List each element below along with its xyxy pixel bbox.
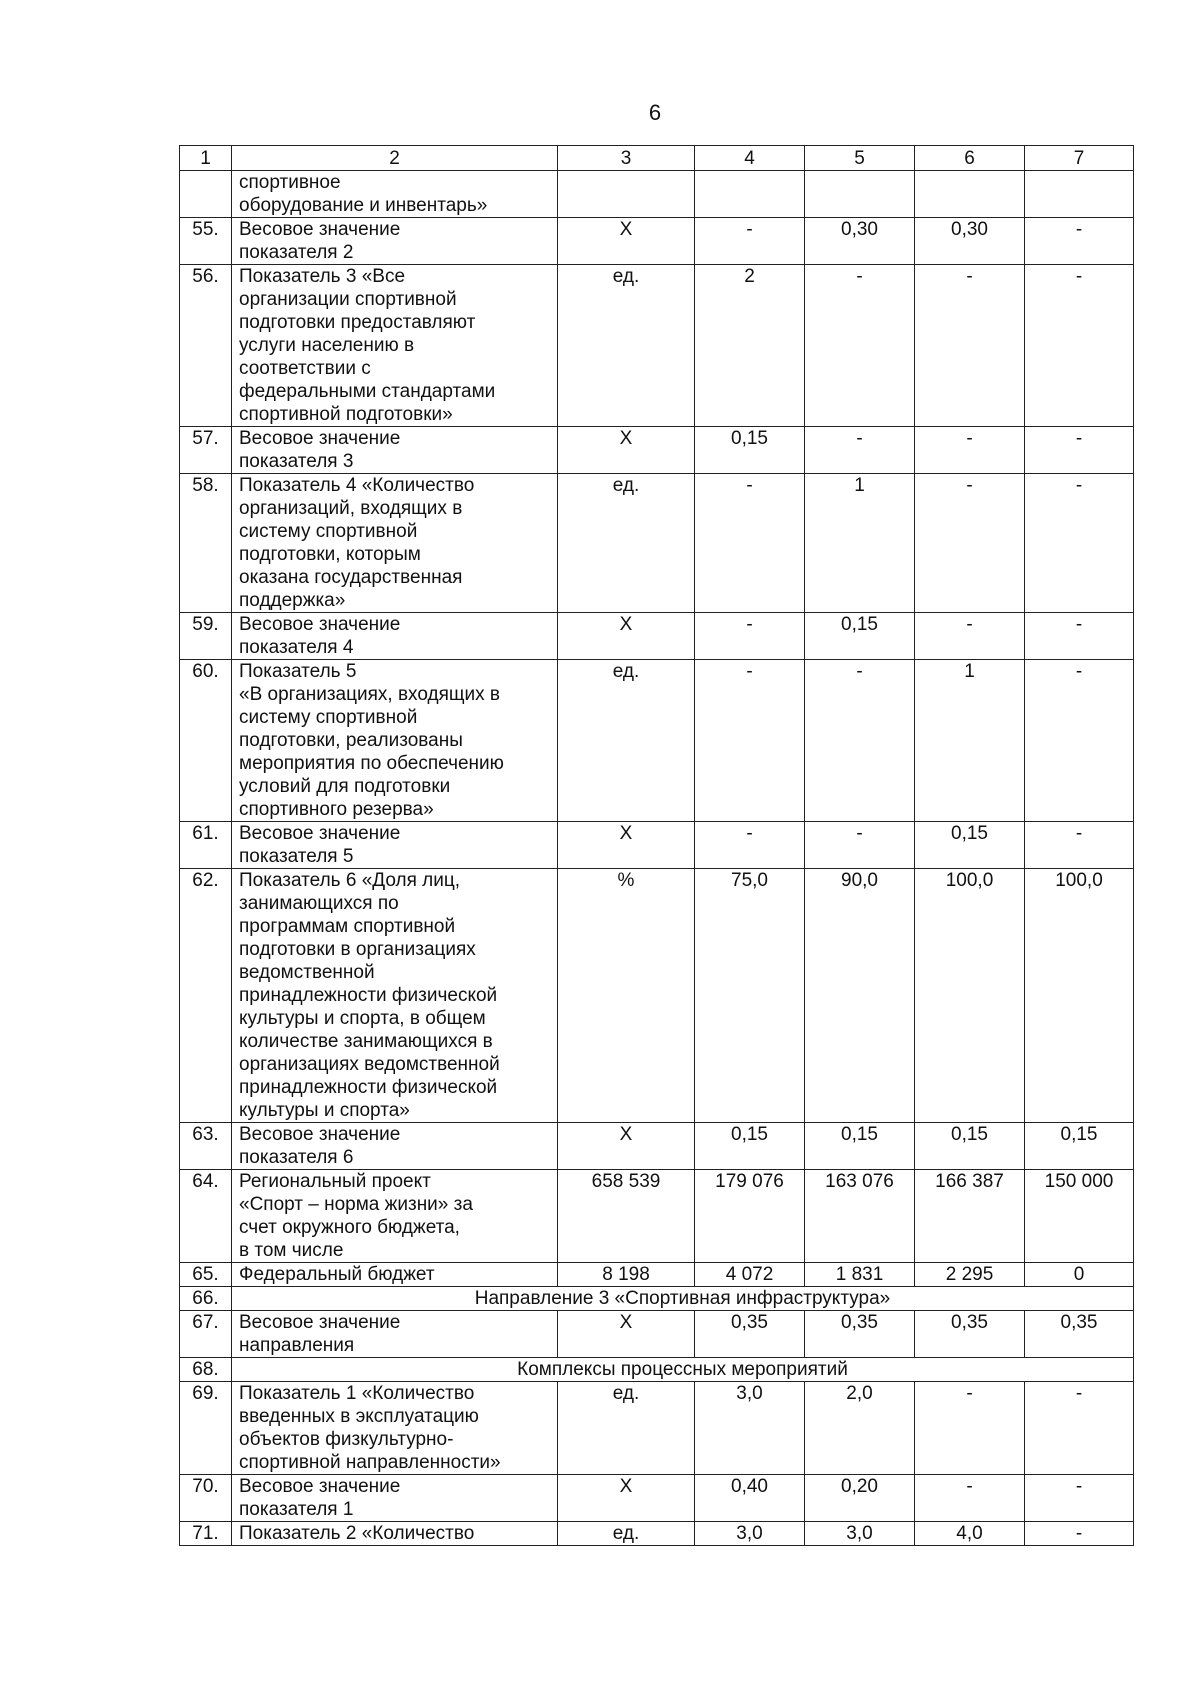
row-number: 64.: [180, 1170, 232, 1263]
column-header: 4: [695, 146, 805, 171]
section-heading: Комплексы процессных мероприятий: [232, 1358, 1134, 1382]
table-row: [180, 1311, 1134, 1358]
indicator-name: Показатель 2 «Количество: [232, 1522, 558, 1546]
unit-cell: ед.: [558, 1382, 695, 1475]
value-cell: -: [915, 427, 1025, 474]
value-cell: 3,0: [805, 1522, 915, 1546]
unit-cell: Х: [558, 1123, 695, 1170]
value-cell: 166 387: [915, 1170, 1025, 1263]
table-row: [180, 1522, 1134, 1546]
value-cell: 0,15: [695, 1123, 805, 1170]
row-number: 60.: [180, 660, 232, 822]
indicator-name: Весовое значение показателя 6: [232, 1123, 558, 1170]
value-cell: 150 000: [1025, 1170, 1134, 1263]
indicator-name: спортивное оборудование и инвентарь»: [232, 171, 558, 218]
value-cell: -: [805, 660, 915, 822]
value-cell: -: [695, 613, 805, 660]
column-header: 2: [232, 146, 558, 171]
indicators-table: [179, 145, 1134, 1546]
row-number: 68.: [180, 1358, 232, 1382]
value-cell: -: [915, 1475, 1025, 1522]
value-cell: 75,0: [695, 869, 805, 1123]
table-row: [180, 474, 1134, 613]
row-number: 58.: [180, 474, 232, 613]
unit-cell: ед.: [558, 474, 695, 613]
row-number: 55.: [180, 218, 232, 265]
indicator-name: Весовое значение показателя 4: [232, 613, 558, 660]
table-row: [180, 613, 1134, 660]
table-row: [180, 1358, 1134, 1382]
unit-cell: ед.: [558, 1522, 695, 1546]
column-header: 1: [180, 146, 232, 171]
row-number: 65.: [180, 1263, 232, 1287]
unit-cell: Х: [558, 1475, 695, 1522]
value-cell: -: [1025, 1475, 1134, 1522]
value-cell: -: [1025, 474, 1134, 613]
table-row: [180, 1170, 1134, 1263]
unit-cell: ед.: [558, 660, 695, 822]
value-cell: [1025, 171, 1134, 218]
value-cell: -: [1025, 1382, 1134, 1475]
value-cell: -: [1025, 265, 1134, 427]
value-cell: [805, 171, 915, 218]
value-cell: -: [1025, 822, 1134, 869]
table-row: [180, 218, 1134, 265]
value-cell: -: [1025, 427, 1134, 474]
row-number: 66.: [180, 1287, 232, 1311]
column-header: 6: [915, 146, 1025, 171]
column-header: 5: [805, 146, 915, 171]
row-number: 70.: [180, 1475, 232, 1522]
table-row: [180, 427, 1134, 474]
table-row: [180, 1382, 1134, 1475]
indicator-name: Показатель 3 «Все организации спортивной подготовки предоставляют услуги населению в соответствии с федеральными стандартами спортивной подготовки»: [232, 265, 558, 427]
column-header: 3: [558, 146, 695, 171]
indicator-name: Федеральный бюджет: [232, 1263, 558, 1287]
unit-cell: ед.: [558, 265, 695, 427]
unit-cell: [558, 171, 695, 218]
unit-cell: 658 539: [558, 1170, 695, 1263]
value-cell: 1 831: [805, 1263, 915, 1287]
table-row: [180, 265, 1134, 427]
indicator-name: Весовое значение показателя 3: [232, 427, 558, 474]
value-cell: 0,15: [915, 822, 1025, 869]
value-cell: 0,35: [805, 1311, 915, 1358]
table-row: [180, 1123, 1134, 1170]
value-cell: [915, 171, 1025, 218]
indicator-name: Показатель 4 «Количество организаций, входящих в систему спортивной подготовки, которым оказана государственная поддержка»: [232, 474, 558, 613]
value-cell: 0,15: [915, 1123, 1025, 1170]
value-cell: 0,20: [805, 1475, 915, 1522]
value-cell: -: [915, 1382, 1025, 1475]
value-cell: -: [695, 474, 805, 613]
unit-cell: Х: [558, 1311, 695, 1358]
value-cell: 2,0: [805, 1382, 915, 1475]
row-number: 67.: [180, 1311, 232, 1358]
indicator-name: Весовое значение направления: [232, 1311, 558, 1358]
value-cell: 100,0: [915, 869, 1025, 1123]
indicator-name: Весовое значение показателя 1: [232, 1475, 558, 1522]
unit-cell: Х: [558, 822, 695, 869]
value-cell: -: [1025, 660, 1134, 822]
value-cell: 1: [915, 660, 1025, 822]
value-cell: 0,30: [915, 218, 1025, 265]
value-cell: -: [805, 822, 915, 869]
value-cell: 3,0: [695, 1382, 805, 1475]
value-cell: -: [805, 265, 915, 427]
indicator-name: Весовое значение показателя 2: [232, 218, 558, 265]
value-cell: 0,15: [805, 1123, 915, 1170]
table-row: [180, 1287, 1134, 1311]
table-row: [180, 1475, 1134, 1522]
value-cell: 90,0: [805, 869, 915, 1123]
table-row: [180, 822, 1134, 869]
value-cell: -: [915, 474, 1025, 613]
value-cell: 0,15: [695, 427, 805, 474]
row-number: 59.: [180, 613, 232, 660]
unit-cell: Х: [558, 427, 695, 474]
value-cell: -: [1025, 218, 1134, 265]
value-cell: 0,15: [1025, 1123, 1134, 1170]
value-cell: 100,0: [1025, 869, 1134, 1123]
value-cell: 0,35: [1025, 1311, 1134, 1358]
value-cell: -: [695, 822, 805, 869]
value-cell: -: [805, 427, 915, 474]
table-body: [180, 146, 1134, 1546]
row-number: 56.: [180, 265, 232, 427]
header-row: [180, 146, 1134, 171]
value-cell: -: [1025, 1522, 1134, 1546]
value-cell: 0,40: [695, 1475, 805, 1522]
value-cell: -: [1025, 613, 1134, 660]
indicator-name: Региональный проект «Спорт – норма жизни» за счет окружного бюджета, в том числе: [232, 1170, 558, 1263]
column-header: 7: [1025, 146, 1134, 171]
table-row: [180, 1263, 1134, 1287]
row-number: [180, 171, 232, 218]
indicator-name: Показатель 6 «Доля лиц, занимающихся по программам спортивной подготовки в организациях ведомственной принадлежности физической культуры и спорта, в общем количестве занимающихся в организациях ведомственной принадлежности физической культуры и спорта»: [232, 869, 558, 1123]
table-row: [180, 660, 1134, 822]
table-row: [180, 869, 1134, 1123]
value-cell: 2 295: [915, 1263, 1025, 1287]
page-number: 6: [648, 100, 662, 125]
value-cell: -: [915, 265, 1025, 427]
indicator-name: Весовое значение показателя 5: [232, 822, 558, 869]
value-cell: 0,35: [695, 1311, 805, 1358]
value-cell: -: [695, 660, 805, 822]
section-heading: Направление 3 «Спортивная инфраструктура»: [232, 1287, 1134, 1311]
value-cell: 1: [805, 474, 915, 613]
value-cell: 3,0: [695, 1522, 805, 1546]
value-cell: 179 076: [695, 1170, 805, 1263]
unit-cell: Х: [558, 613, 695, 660]
value-cell: 0,30: [805, 218, 915, 265]
unit-cell: Х: [558, 218, 695, 265]
indicator-name: Показатель 5 «В организациях, входящих в систему спортивной подготовки, реализованы мероприятия по обеспечению условий для подготовки спортивного резерва»: [232, 660, 558, 822]
value-cell: 0,35: [915, 1311, 1025, 1358]
row-number: 69.: [180, 1382, 232, 1475]
row-number: 61.: [180, 822, 232, 869]
unit-cell: 8 198: [558, 1263, 695, 1287]
row-number: 57.: [180, 427, 232, 474]
value-cell: 4,0: [915, 1522, 1025, 1546]
unit-cell: %: [558, 869, 695, 1123]
indicator-name: Показатель 1 «Количество введенных в эксплуатацию объектов физкультурно- спортивной направленности»: [232, 1382, 558, 1475]
value-cell: 4 072: [695, 1263, 805, 1287]
value-cell: -: [695, 218, 805, 265]
value-cell: 2: [695, 265, 805, 427]
value-cell: 0: [1025, 1263, 1134, 1287]
row-number: 62.: [180, 869, 232, 1123]
value-cell: [695, 171, 805, 218]
value-cell: -: [915, 613, 1025, 660]
value-cell: 163 076: [805, 1170, 915, 1263]
table-row: [180, 171, 1134, 218]
row-number: 63.: [180, 1123, 232, 1170]
row-number: 71.: [180, 1522, 232, 1546]
value-cell: 0,15: [805, 613, 915, 660]
